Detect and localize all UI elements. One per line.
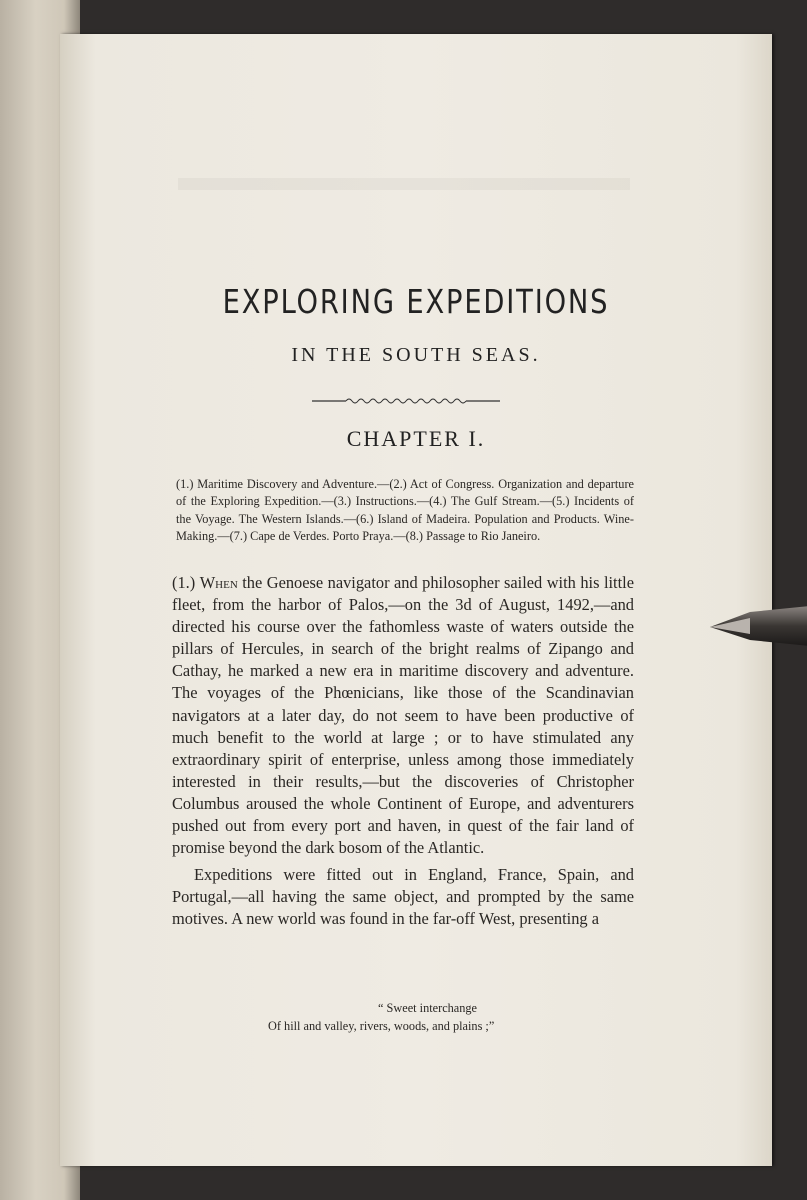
book-title: EXPLORING EXPEDITIONS xyxy=(222,282,610,321)
paragraph-1 xyxy=(172,572,634,859)
book-subtitle: IN THE SOUTH SEAS. xyxy=(291,344,541,366)
opening-word: When xyxy=(199,573,238,592)
chapter-summary: (1.) Maritime Discovery and Adventure.—(2.) Act of Congress. Organization and departure of the Exploring Expedition.—(3.) Instructions.—(4.) The Gulf Stream.—(5.) Incidents of the Voyage. The Western Islands.—(6.) Island of Madeira. Population and Products. Wine-Making.—(7.) Cape de Verdes. Porto Praya.—(8.) Passage to Rio Janeiro. xyxy=(176,477,634,543)
paragraph-2: Expeditions were fitted out in England, France, Spain, and Portugal,—all having the same object, and prompted by the same motives. A new world was found in the far-off West, presenting a xyxy=(172,865,634,929)
pen-pointer-icon xyxy=(710,604,807,650)
paragraph-number: (1.) xyxy=(172,573,200,592)
ornament-divider-icon xyxy=(312,395,500,407)
verse-quote xyxy=(172,1000,634,1035)
body-text xyxy=(172,572,634,931)
chapter-heading: CHAPTER I. xyxy=(346,426,486,451)
quote-line-1: “ Sweet interchange xyxy=(378,1001,478,1015)
quote-line-2: Of hill and valley, rivers, woods, and plains ;” xyxy=(268,1018,495,1033)
paragraph-1-text: the Genoese navigator and philosopher sailed with his little fleet, from the harbor of Palos,—on the 3d of August, 1492,—and directed his course over the fathomless waste of waters outside the pillars of Hercules, in search of the bright realms of Zipango and Cathay, he marked a new era in maritime discovery and adventure. The voyages of the Phœnicians, like those of the Scandinavian navigators at a later day, do not seem to have been productive of much benefit to the world at large ; or to have stimulated any extraordinary spirit of enterprise, unless among those immediately interested in their results,—but the discoveries of Christopher Columbus aroused the whole Continent of Europe, and adventurers pushed out from every port and haven, in quest of the fair land of promise beyond the dark bosom of the Atlantic. xyxy=(172,573,634,858)
show-through-text xyxy=(178,178,630,190)
